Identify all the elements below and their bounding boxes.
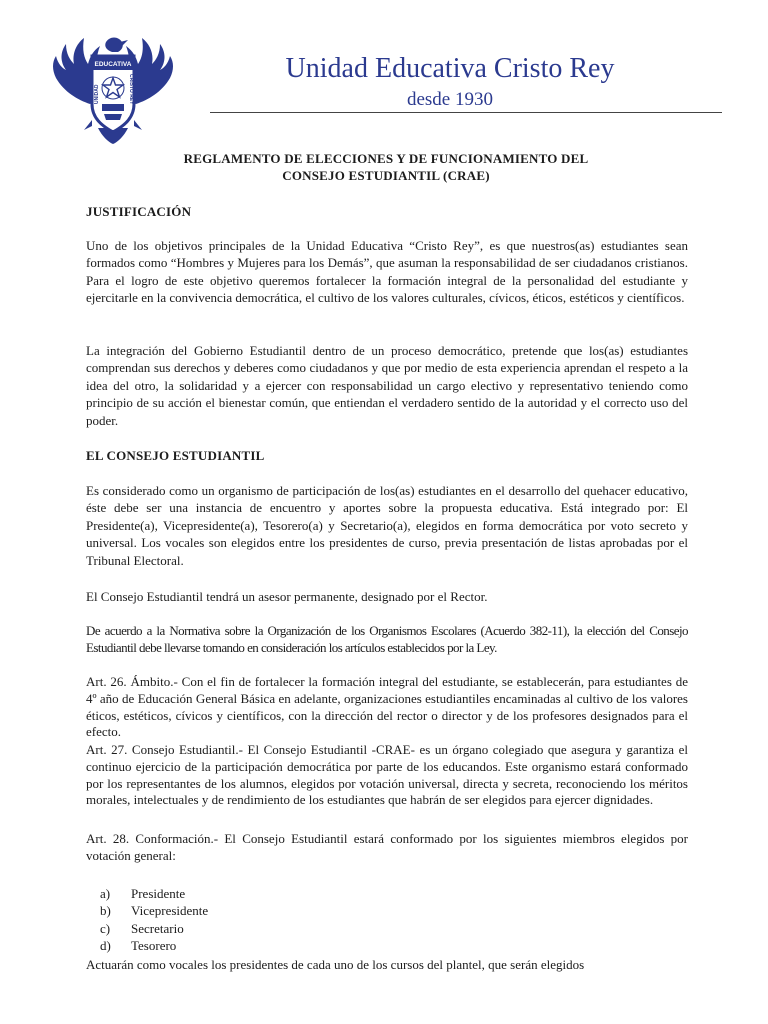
school-founded-subtitle: desde 1930 xyxy=(406,89,493,110)
paragraph-asesor: El Consejo Estudiantil tendrá un asesor permanente, designado por el Rector. xyxy=(86,589,488,604)
paragraph-justificacion-2: La integración del Gobierno Estudiantil dentro de un proceso democrático, pretende que los(as) estudiantes comprendan sus derechos y deberes como ciudadanos y que por medio de esta experiencia aprendan el respeto a la idea del otro, la solidaridad y a ejercer con responsabilidad un cargo electivo y representativo teniendo como principio de su acción el bienestar común, que entiendan el verdadero sentido de la autoridad y el correcto uso del poder. xyxy=(86,343,688,428)
members-list xyxy=(100,885,208,954)
document-title-line-1: REGLAMENTO DE ELECCIONES Y DE FUNCIONAMIENTO DEL xyxy=(183,151,589,166)
paragraph-normativa: De acuerdo a la Normativa sobre la Organización de los Organismos Escolares (Acuerdo 382-11), la elección del Consejo Estudiantil debe llevarse tomando en consideración los artículos establecidos por la Ley. xyxy=(86,623,688,656)
list-item: a) Presidente xyxy=(100,886,186,901)
paragraph-art-27: Art. 27. Consejo Estudiantil.- El Consejo Estudiantil -CRAE- es un órgano colegiado que asegura y garantiza el continuo ejercicio de la participación democrática por parte de los educandos. Este organismo estará conformado por los representantes de los alumnos, elegidos por votación universal, directa y secreta, reconociendo los méritos morales, intelectuales y de rendimiento de los estudiantes que habrán de ser elegidos para ejercer dignidades. xyxy=(86,742,688,808)
header-divider xyxy=(210,112,722,113)
paragraph-consejo-1: Es considerado como un organismo de participación de los(as) estudiantes en el desarrollo del quehacer educativo, éste debe ser una instancia de encuentro y aportes sobre la propuesta educativa. Está integrado por: El Presidente(a), Vicepresidente(a), Tesorero(a) y Secretario(a), elegidos en forma democrática por voto secreto y universal. Los vocales son elegidos entre los presidentes de curso, previa presentación de listas aprobadas por el Tribunal Electoral. xyxy=(86,483,688,568)
paragraph-justificacion-1: Uno de los objetivos principales de la Unidad Educativa “Cristo Rey”, es que nuestros(as) estudiantes sean formados como “Hombres y Mujeres para los Demás”, que asuman la responsabilidad de ser ciudadanos cristianos. Para el logro de este objetivo queremos fortalecer la formación integral de la personalidad del estudiante y ejercitarle en la convivencia democrática, el cultivo de los valores culturales, cívicos, éticos, estéticos y científicos. xyxy=(86,238,688,306)
crest-top-text: EDUCATIVA xyxy=(94,61,132,68)
list-item: b) Vicepresidente xyxy=(100,903,209,919)
crest-left-text: UNIDAD xyxy=(94,84,100,104)
paragraph-art-28: Art. 28. Conformación.- El Consejo Estudiantil estará conformado por los siguientes miembros elegidos por votación general: xyxy=(86,831,688,863)
paragraph-art-26: Art. 26. Ámbito.- Con el fin de fortalecer la formación integral del estudiante, se establecerán, para estudiantes de 4º año de Educación General Básica en adelante, organizaciones estudiantiles encaminadas al cultivo de los valores éticos, estéticos, cívicos y científicos, con la dirección del rector o director y de los profesores designados para el efecto. xyxy=(86,674,688,740)
crest-right-text: CRISTO REY xyxy=(128,74,134,105)
heading-consejo-estudiantil: EL CONSEJO ESTUDIANTIL xyxy=(86,448,265,463)
heading-justificacion: JUSTIFICACIÓN xyxy=(86,204,192,219)
school-name-title: Unidad Educativa Cristo Rey xyxy=(285,53,615,84)
school-crest-logo xyxy=(48,34,178,146)
paragraph-vocales: Actuarán como vocales los presidentes de cada uno de los cursos del plantel, que serán elegidos xyxy=(86,957,585,972)
document-title-line-2: CONSEJO ESTUDIANTIL (CRAE) xyxy=(282,168,490,183)
list-item: d) Tesorero xyxy=(100,937,177,953)
list-item: c) Secretario xyxy=(100,920,184,936)
